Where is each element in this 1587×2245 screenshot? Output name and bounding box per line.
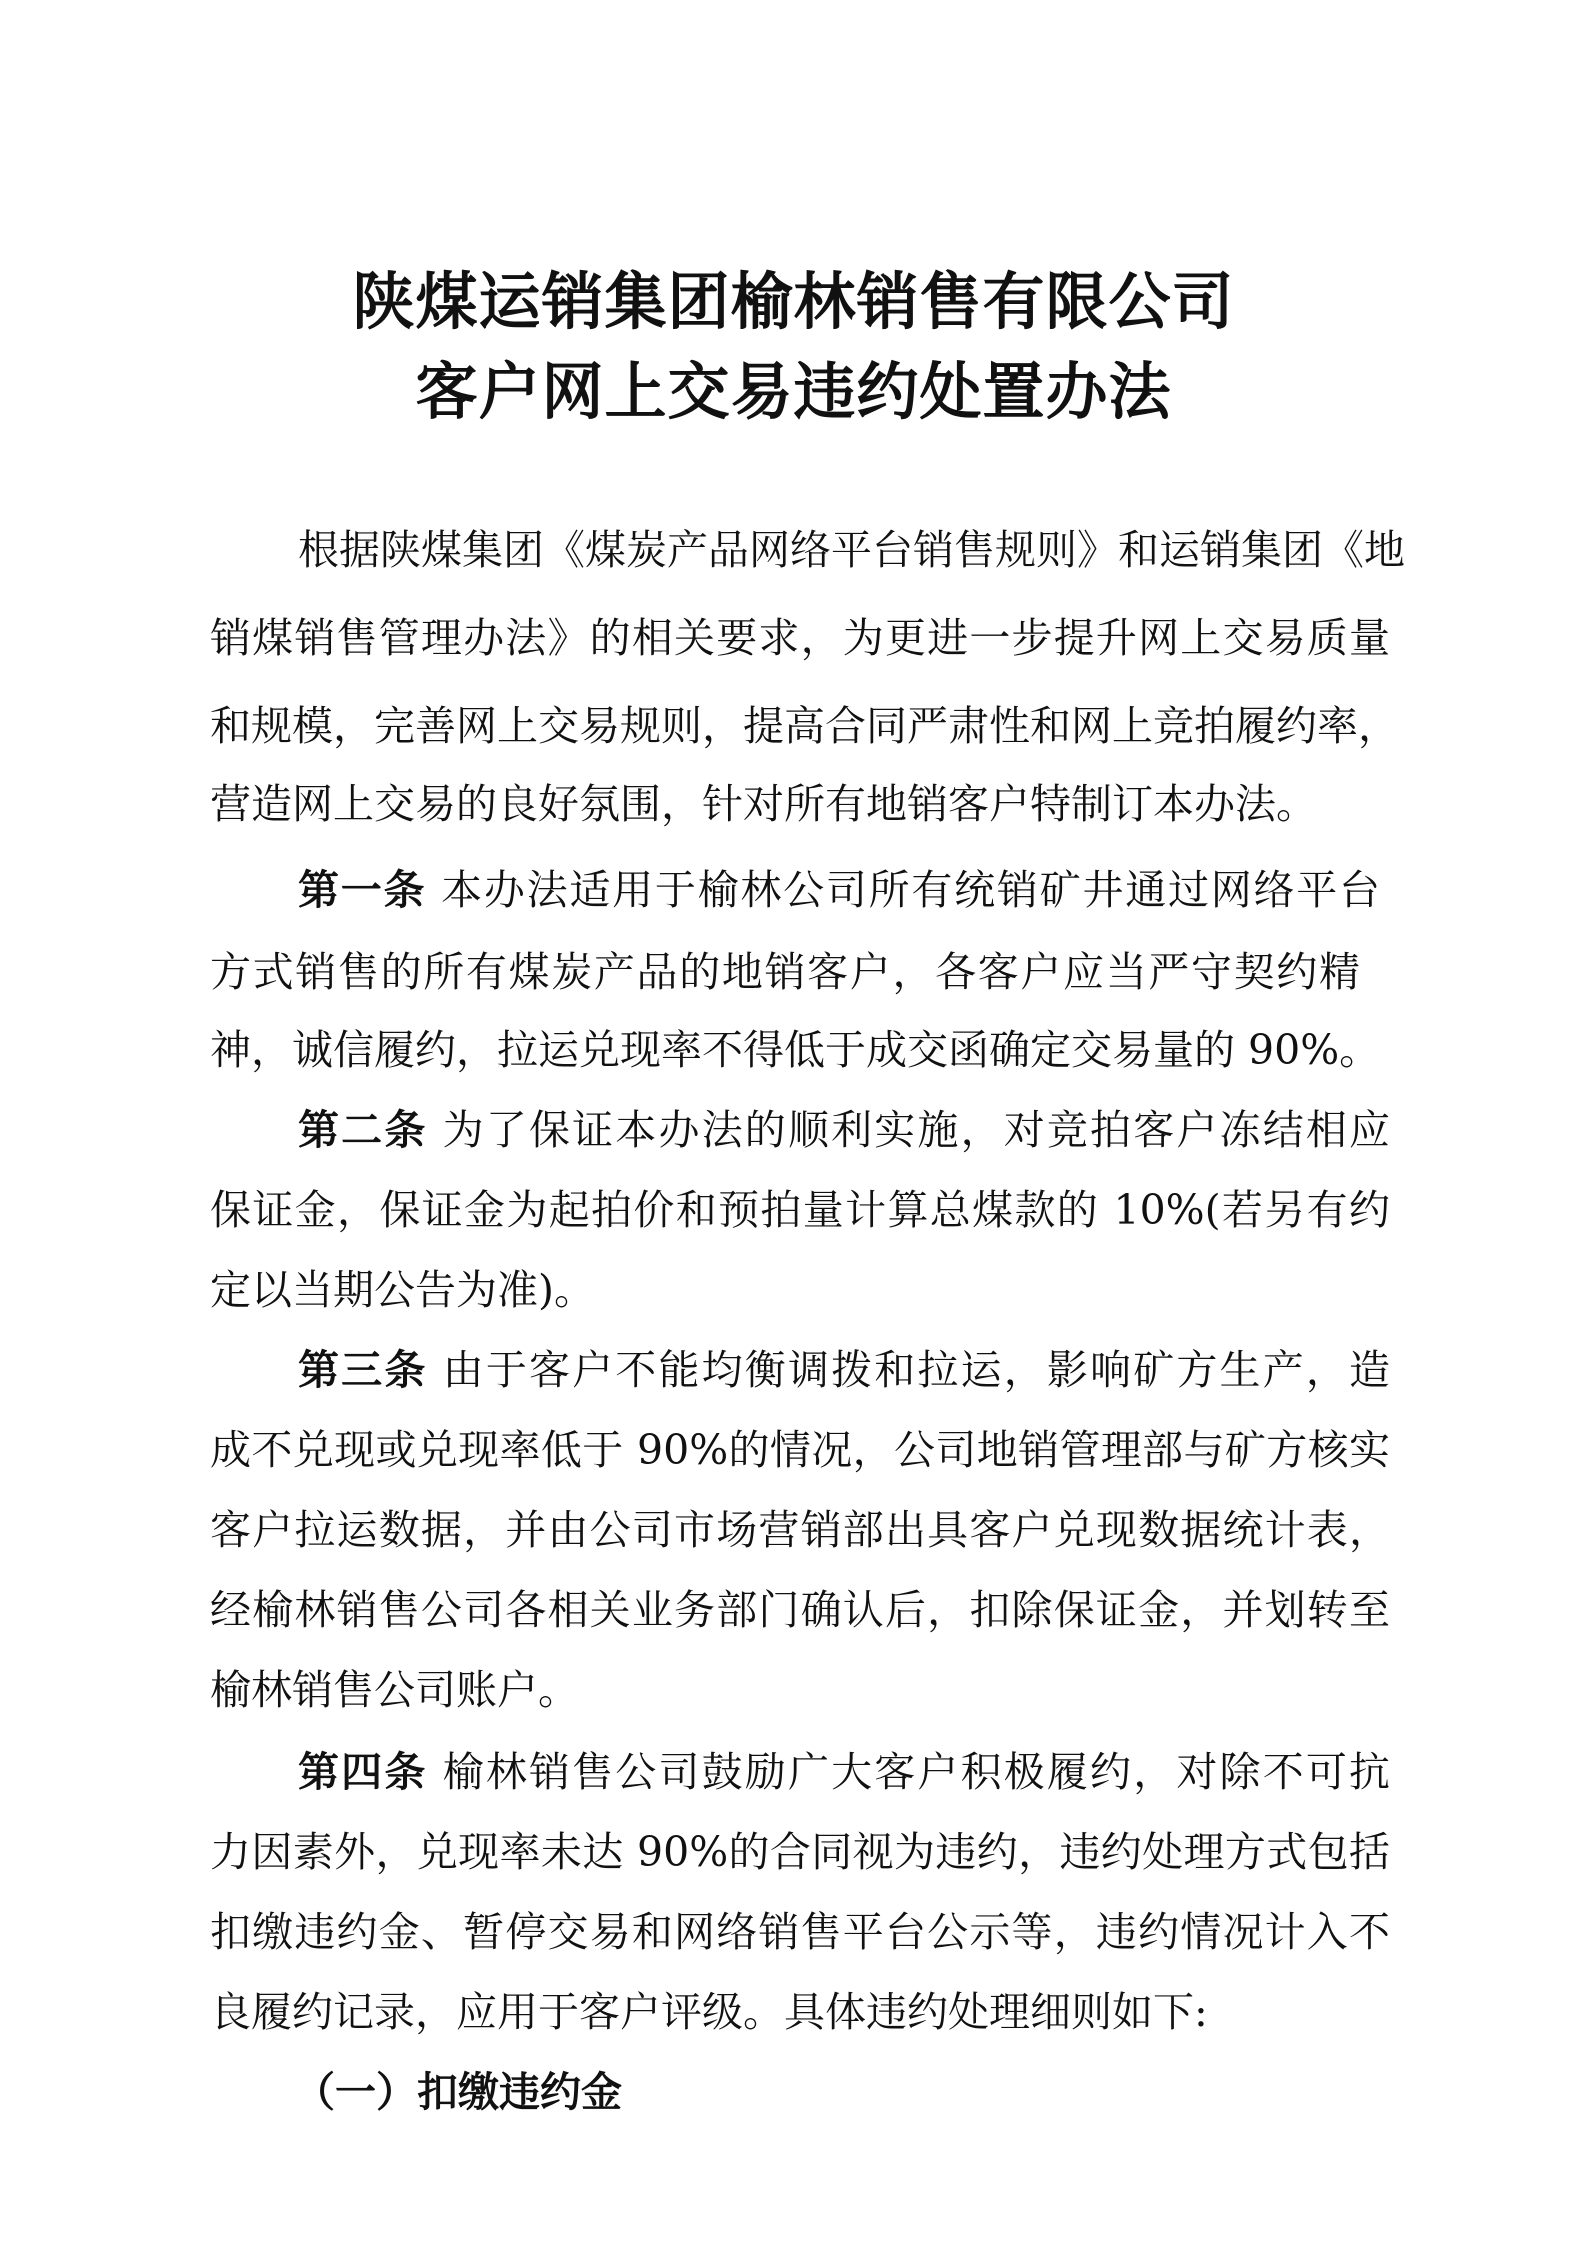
article-4-line-1 — [298, 1744, 1390, 1800]
article-2-line-1 — [298, 1102, 1390, 1158]
article-4-label: 第四条 — [298, 1748, 428, 1796]
article-1-label: 第一条 — [298, 866, 427, 914]
preamble-line: 营造网上交易的良好氛围，针对所有地销客户特制订本办法。 — [210, 780, 1317, 828]
article-1-text: 本办法适用于榆林公司所有统销矿井通过网络平台 — [426, 866, 1381, 914]
preamble-line: 和规模，完善网上交易规则，提高合同严肃性和网上竞拍履约率， — [210, 702, 1399, 750]
article-1-line: 神，诚信履约，拉运兑现率不得低于成交函确定交易量的 90%。 — [210, 1026, 1381, 1074]
title-line-1: 陕煤运销集团榆林销售有限公司 — [352, 265, 1235, 338]
article-3-line: 榆林销售公司账户。 — [210, 1666, 579, 1714]
article-4-line: 扣缴违约金、暂停交易和网络销售平台公示等，违约情况计入不 — [210, 1908, 1390, 1956]
preamble-line: 根据陕煤集团《煤炭产品网络平台销售规则》和运销集团《地 — [298, 526, 1405, 574]
article-2-line: 保证金，保证金为起拍价和预拍量计算总煤款的 10%(若另有约 — [210, 1186, 1390, 1234]
article-2-label: 第二条 — [298, 1106, 428, 1154]
preamble-line: 销煤销售管理办法》的相关要求，为更进一步提升网上交易质量 — [210, 614, 1390, 662]
article-3-line: 经榆林销售公司各相关业务部门确认后，扣除保证金，并划转至 — [210, 1586, 1390, 1634]
article-3-line: 客户拉运数据，并由公司市场营销部出具客户兑现数据统计表， — [210, 1506, 1390, 1554]
article-4-text: 榆林销售公司鼓励广大客户积极履约，对除不可抗 — [427, 1748, 1391, 1796]
article-1-line-1 — [298, 862, 1380, 918]
article-3-line-1 — [298, 1342, 1390, 1398]
article-4-line: 力因素外，兑现率未达 90%的合同视为违约，违约处理方式包括 — [210, 1828, 1390, 1876]
title-line-2: 客户网上交易违约处置办法 — [415, 355, 1172, 428]
article-4-line: 良履约记录，应用于客户评级。具体违约处理细则如下: — [210, 1988, 1208, 2036]
article-2-text: 为了保证本办法的顺利实施，对竞拍客户冻结相应 — [427, 1106, 1391, 1154]
article-3-label: 第三条 — [298, 1346, 428, 1394]
article-1-line: 方式销售的所有煤炭产品的地销客户，各客户应当严守契约精 — [210, 948, 1360, 996]
section-heading: （一）扣缴违约金 — [294, 2068, 622, 2116]
article-3-line: 成不兑现或兑现率低于 90%的情况，公司地销管理部与矿方核实 — [210, 1426, 1390, 1474]
article-3-text: 由于客户不能均衡调拨和拉运，影响矿方生产，造 — [427, 1346, 1391, 1394]
article-2-line: 定以当期公告为准)。 — [210, 1266, 595, 1314]
